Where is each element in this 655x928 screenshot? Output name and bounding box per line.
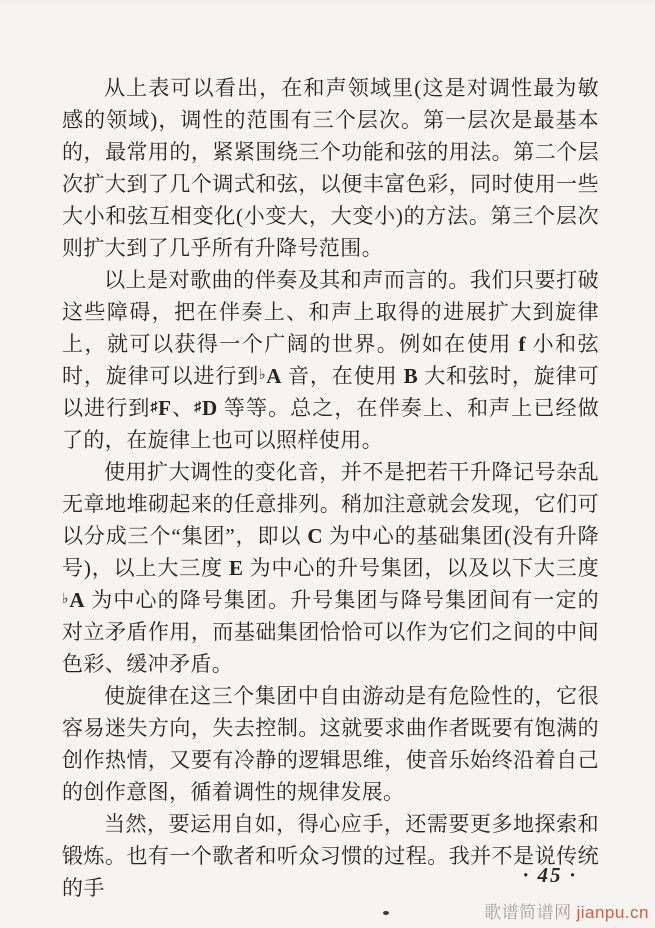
paragraph-3	[62, 456, 599, 680]
note-name-A: A	[69, 588, 85, 612]
sharp-accidental: ♯	[150, 400, 159, 415]
text-run: 从上表可以看出，在和声领域里(这是对调性最为敏感的领域)，调性的范围有三个层次。第一层次是最基本的，最常用的，紧紧围绕三个功能和弦的用法。第二个层次扩大到了几个调式和弦，以便丰富色彩，同时使用一些大小和弦互相变化(小变大，大变小)的方法。第三个层次则扩大到了几乎所有升降号范围。	[62, 76, 599, 260]
note-name-f: f	[518, 332, 526, 356]
text-run: 等等。总之，在伴奏上、和声上已经做了的，在旋律上也可以照样使用。	[62, 396, 600, 452]
text-run: 以上是对歌曲的伴奏及其和声而言的。我们只要打破这些障碍，把在伴奏上、和声上取得的进展扩大到旋律上，就可以获得一个广阔的世界。例如在使用	[62, 268, 599, 356]
paragraph-2	[62, 264, 599, 456]
watermark	[484, 898, 649, 923]
note-name-F: F	[158, 396, 172, 420]
text-run: 使用扩大调性的变化音，并不是把若干升降记号杂乱无章地堆砌起来的任意排列。稍加注意就会发现，它们可以分成三个“集团”，即以	[62, 460, 599, 548]
flat-accidental: ♭	[259, 368, 267, 383]
text-run: 为中心的升号集团，以及以下大三度	[243, 556, 599, 580]
page-number: · 45 ·	[523, 863, 577, 887]
note-name-C: C	[307, 524, 323, 548]
paragraph-1	[62, 72, 599, 264]
paragraph-5	[62, 808, 599, 904]
text-block	[62, 72, 599, 904]
note-name-B: B	[403, 364, 419, 388]
sharp-accidental: ♯	[194, 400, 202, 415]
text-run: 当然，要运用自如，得心应手，还需要更多地探索和锻炼。也有一个歌者和听众习惯的过程。我并不是说传统的手	[62, 812, 599, 900]
text-run: 音，在使用	[281, 364, 404, 388]
watermark-site-url: jianpu.cn	[576, 903, 649, 922]
text-run: 为中心的降号集团。升号集团与降号集团间有一定的对立矛盾作用，而基础集团恰恰可以作为它们之间的中间色彩、缓冲矛盾。	[62, 588, 599, 676]
text-run: 、	[171, 396, 195, 420]
paragraph-4	[62, 680, 599, 808]
note-name-D: D	[201, 396, 218, 420]
note-name-A: A	[266, 364, 282, 388]
watermark-site-name: 歌谱简谱网	[484, 903, 572, 922]
scan-speck	[383, 911, 389, 915]
text-run: 大和弦时，旋律可以进行到	[62, 364, 599, 420]
flat-accidental: ♭	[62, 592, 70, 607]
text-run: 小和弦时，旋律可以进行到	[62, 332, 599, 388]
text-run: 使旋律在这三个集团中自由游动是有危险性的，它很容易迷失方向，失去控制。这就要求曲作者既要有饱满的创作热情，又要有冷静的逻辑思维，使音乐始终沿着自己的创作意图，循着调性的规律发展。	[62, 684, 599, 804]
note-name-E: E	[229, 556, 244, 580]
text-run: 为中心的基础集团(没有升降号)，以上大三度	[62, 524, 600, 580]
